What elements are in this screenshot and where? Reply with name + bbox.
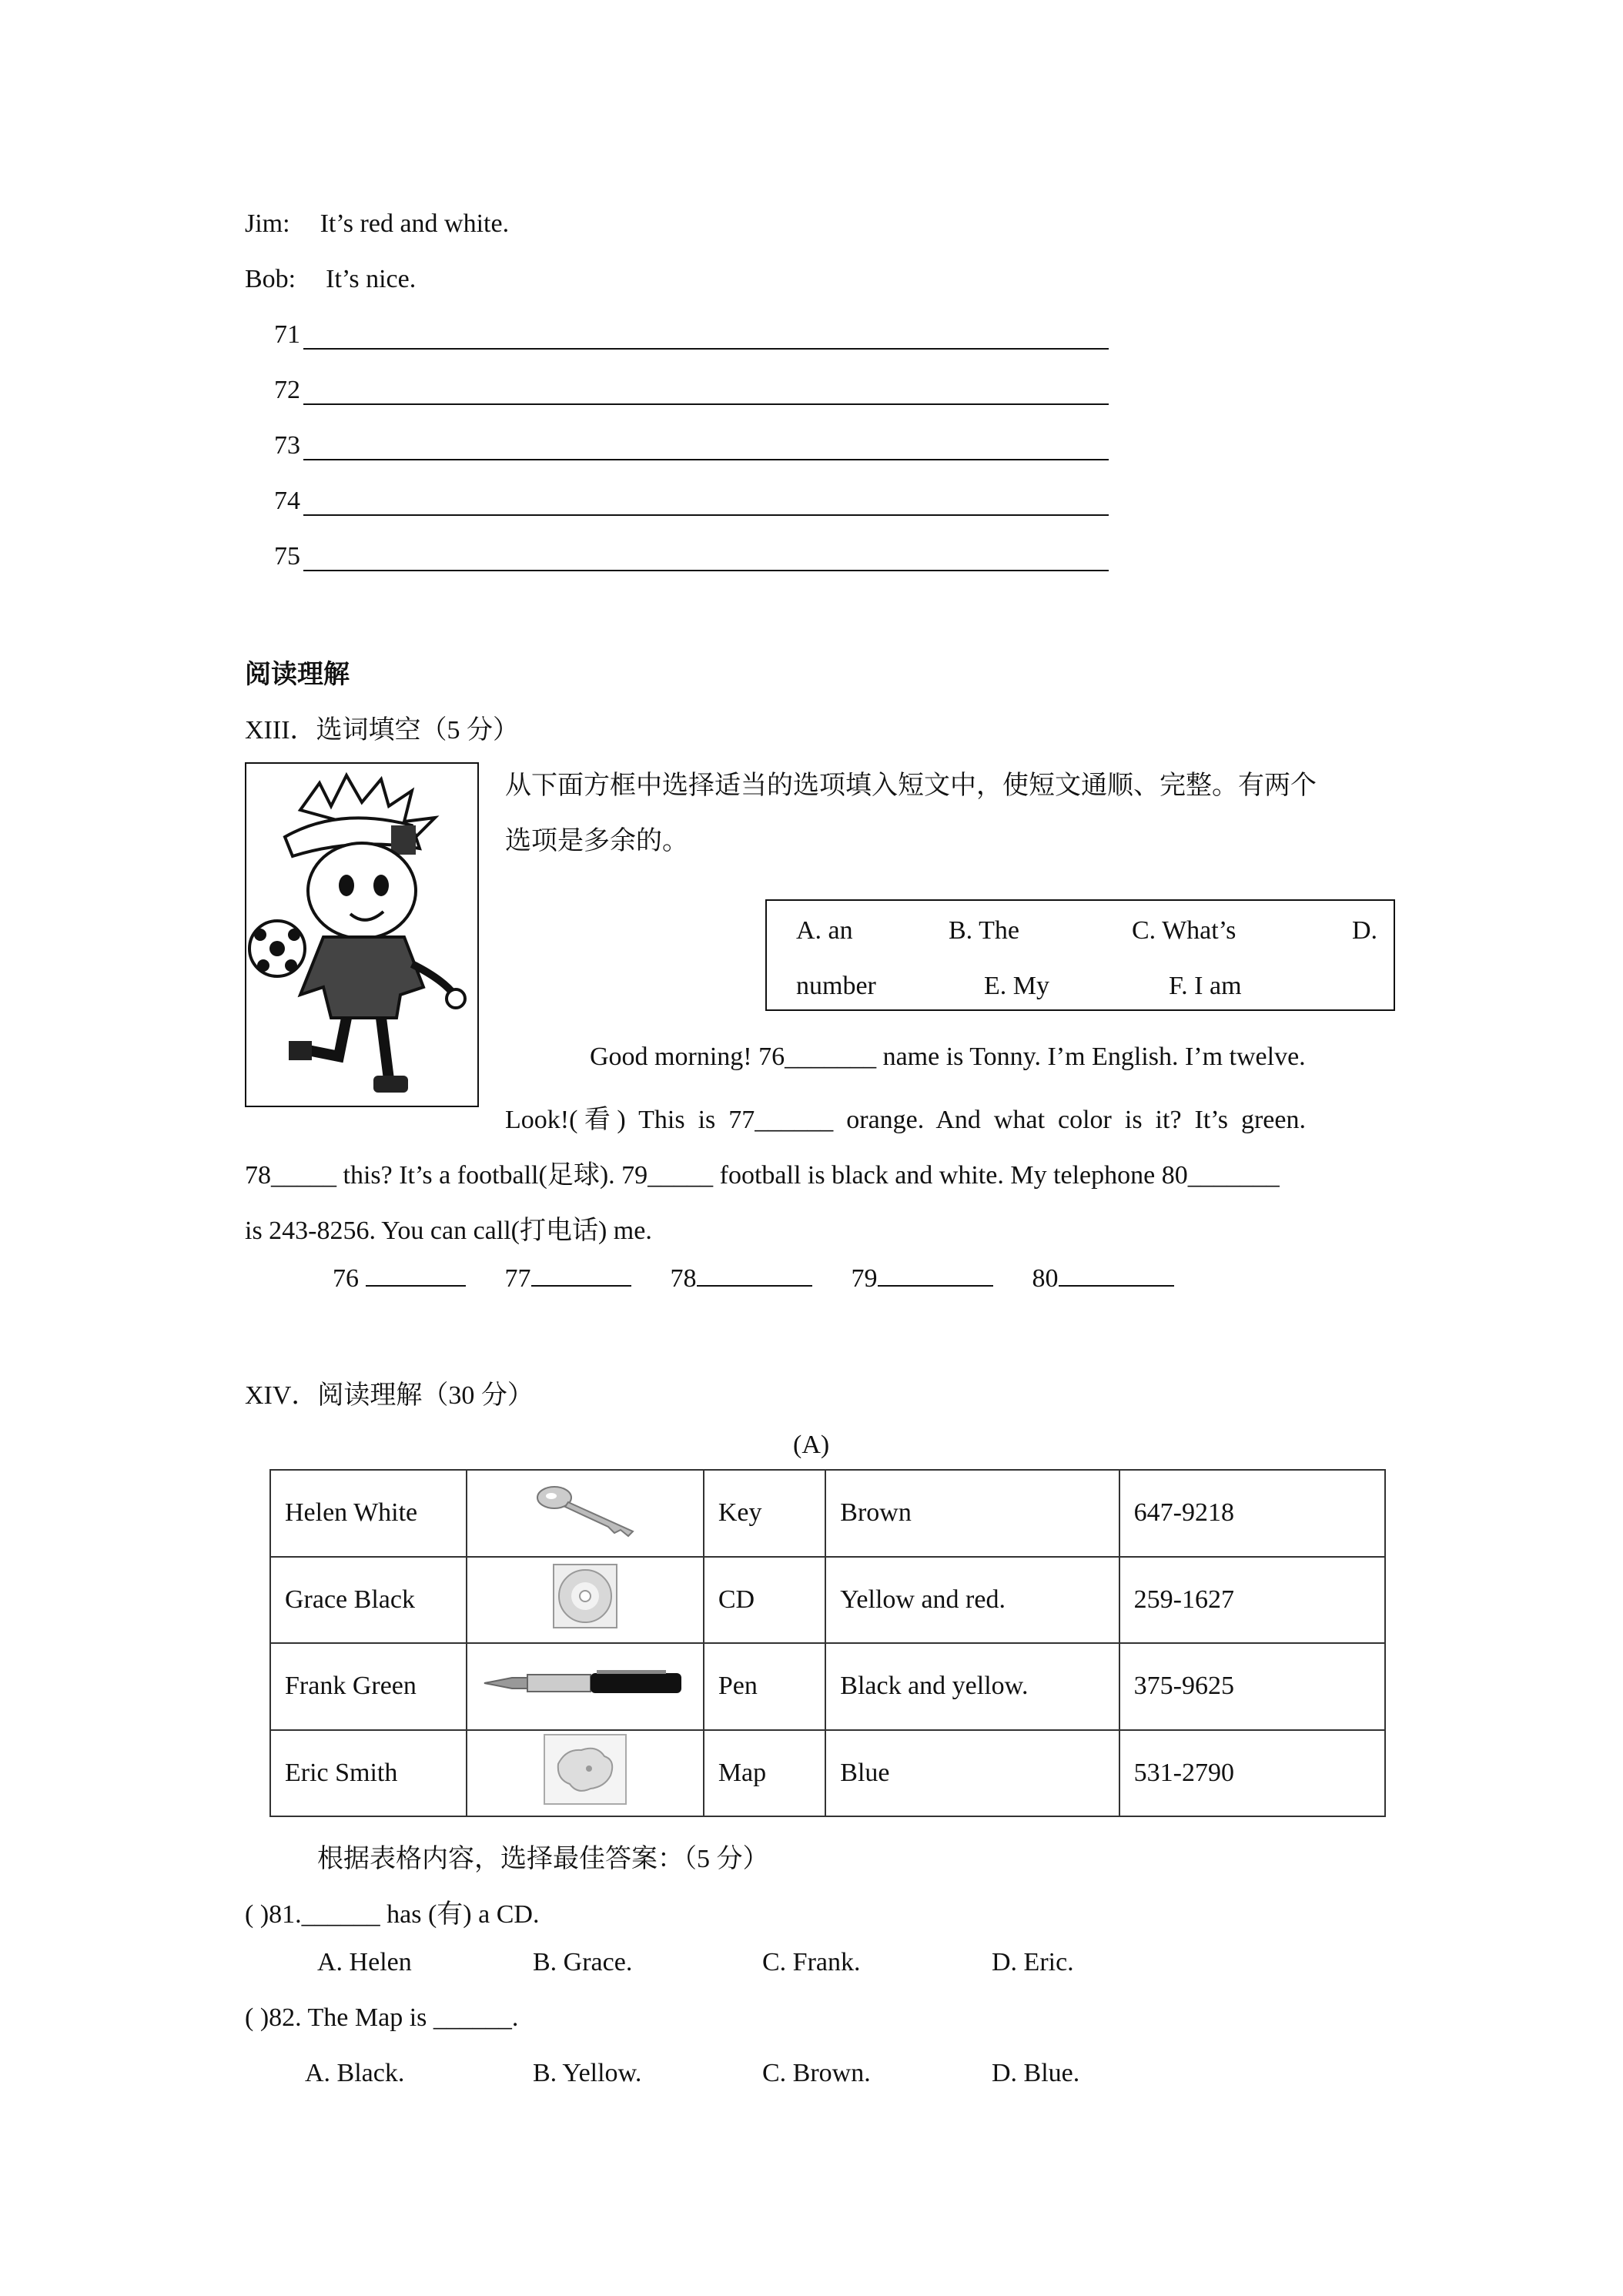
dialogue-text: It’s nice. [326, 265, 417, 293]
person-name: Eric Smith [270, 1730, 467, 1817]
map-icon [543, 1733, 627, 1806]
item-picture [467, 1730, 704, 1817]
blank-input[interactable] [366, 1284, 466, 1287]
answer-bracket[interactable]: ( ) [245, 2003, 269, 2032]
item-picture [467, 1470, 704, 1557]
q82-option-b[interactable]: B. Yellow. [533, 2059, 642, 2087]
blank-input[interactable] [697, 1284, 812, 1287]
answer-line-number: 73 [274, 431, 300, 460]
q81-option-b[interactable]: B. Grace. [533, 1948, 633, 1976]
boy-football-illustration [245, 762, 479, 1107]
item-name: Map [704, 1730, 825, 1817]
section-heading: 阅读理解 [245, 661, 350, 689]
option-a: A. an [796, 916, 853, 945]
answer-line[interactable] [303, 570, 1109, 571]
part-label: (A) [793, 1431, 830, 1459]
blank-input[interactable] [531, 1284, 631, 1287]
soccer-boy-icon [246, 764, 477, 1106]
blank-number: 79 [851, 1264, 878, 1293]
dialogue-line-jim [245, 209, 509, 239]
section13-instruction-2: 选项是多余的。 [505, 827, 688, 855]
item-name: CD [704, 1557, 825, 1644]
question-82 [245, 2003, 518, 2033]
answer-line[interactable] [303, 403, 1109, 405]
blank-number: 78 [670, 1264, 697, 1293]
q82-option-a[interactable]: A. Black. [305, 2059, 405, 2087]
key-icon [531, 1479, 639, 1541]
passage-line: Look!( 看 ) This is 77______ orange. And what color is it? It’s green. [505, 1106, 1306, 1134]
blank-number: 80 [1032, 1264, 1059, 1293]
answer-line-number: 74 [274, 487, 300, 515]
answer-line-number: 71 [274, 320, 300, 349]
q82-option-d[interactable]: D. Blue. [992, 2059, 1080, 2087]
phone-number: 531-2790 [1119, 1730, 1385, 1817]
option-e: E. My [984, 972, 1049, 1000]
question-81 [245, 1893, 539, 1930]
option-d: D. [1352, 916, 1378, 945]
answer-line[interactable] [303, 459, 1109, 460]
person-name: Grace Black [270, 1557, 467, 1644]
info-table [269, 1469, 1386, 1817]
blank-number: 77 [504, 1264, 531, 1293]
q81-option-a[interactable]: A. Helen [317, 1948, 412, 1976]
table-row [270, 1470, 1385, 1557]
blank-number: 76 [333, 1264, 359, 1293]
item-picture [467, 1557, 704, 1644]
q82-option-c[interactable]: C. Brown. [762, 2059, 871, 2087]
phone-number: 647-9218 [1119, 1470, 1385, 1557]
answer-line-number: 75 [274, 542, 300, 571]
dialogue-line-bob [245, 265, 416, 294]
item-color: Yellow and red. [825, 1557, 1119, 1644]
section14-title: XIV．阅读理解（30 分） [245, 1381, 534, 1410]
section13-instruction-1: 从下面方框中选择适当的选项填入短文中，使短文通顺、完整。有两个 [505, 771, 1317, 800]
item-name: Key [704, 1470, 825, 1557]
option-c: C. What’s [1132, 916, 1236, 945]
phone-number: 259-1627 [1119, 1557, 1385, 1644]
table-row [270, 1730, 1385, 1817]
question-stem: 82. The Map is ______. [269, 2003, 519, 2032]
item-color: Blue [825, 1730, 1119, 1817]
passage-line: 78_____ this? It’s a football(足球). 79_____ football is black and white. My telephone 80_______ [245, 1161, 1280, 1190]
table-row [270, 1557, 1385, 1644]
answer-line[interactable] [303, 348, 1109, 350]
person-name: Frank Green [270, 1643, 467, 1730]
item-name: Pen [704, 1643, 825, 1730]
item-picture [467, 1643, 704, 1730]
option-f: F. I am [1169, 972, 1242, 1000]
phone-number: 375-9625 [1119, 1643, 1385, 1730]
speaker-label: Jim: [245, 209, 290, 238]
blank-input[interactable] [878, 1284, 993, 1287]
question-stem: 81.______ has (有) a CD. [269, 1900, 540, 1929]
cd-icon [550, 1561, 620, 1631]
item-color: Brown [825, 1470, 1119, 1557]
passage-line: Good morning! 76_______ name is Tonny. I’m English. I’m twelve. [590, 1043, 1306, 1071]
option-b: B. The [949, 916, 1019, 945]
answer-blanks [333, 1264, 1174, 1294]
table-instruction: 根据表格内容，选择最佳答案：（5 分） [317, 1845, 769, 1873]
pen-icon [481, 1664, 689, 1702]
dialogue-text: It’s red and white. [320, 209, 510, 238]
option-d-cont: number [796, 972, 876, 1000]
table-row [270, 1643, 1385, 1730]
q81-option-d[interactable]: D. Eric. [992, 1948, 1074, 1976]
answer-line[interactable] [303, 514, 1109, 516]
speaker-label: Bob: [245, 265, 296, 293]
q81-option-c[interactable]: C. Frank. [762, 1948, 861, 1976]
answer-bracket[interactable]: ( ) [245, 1900, 269, 1929]
section13-title: XIII．选词填空（5 分） [245, 716, 520, 745]
passage-line: is 243-8256. You can call(打电话) me. [245, 1217, 652, 1245]
person-name: Helen White [270, 1470, 467, 1557]
item-color: Black and yellow. [825, 1643, 1119, 1730]
blank-input[interactable] [1059, 1284, 1174, 1287]
answer-line-number: 72 [274, 376, 300, 404]
